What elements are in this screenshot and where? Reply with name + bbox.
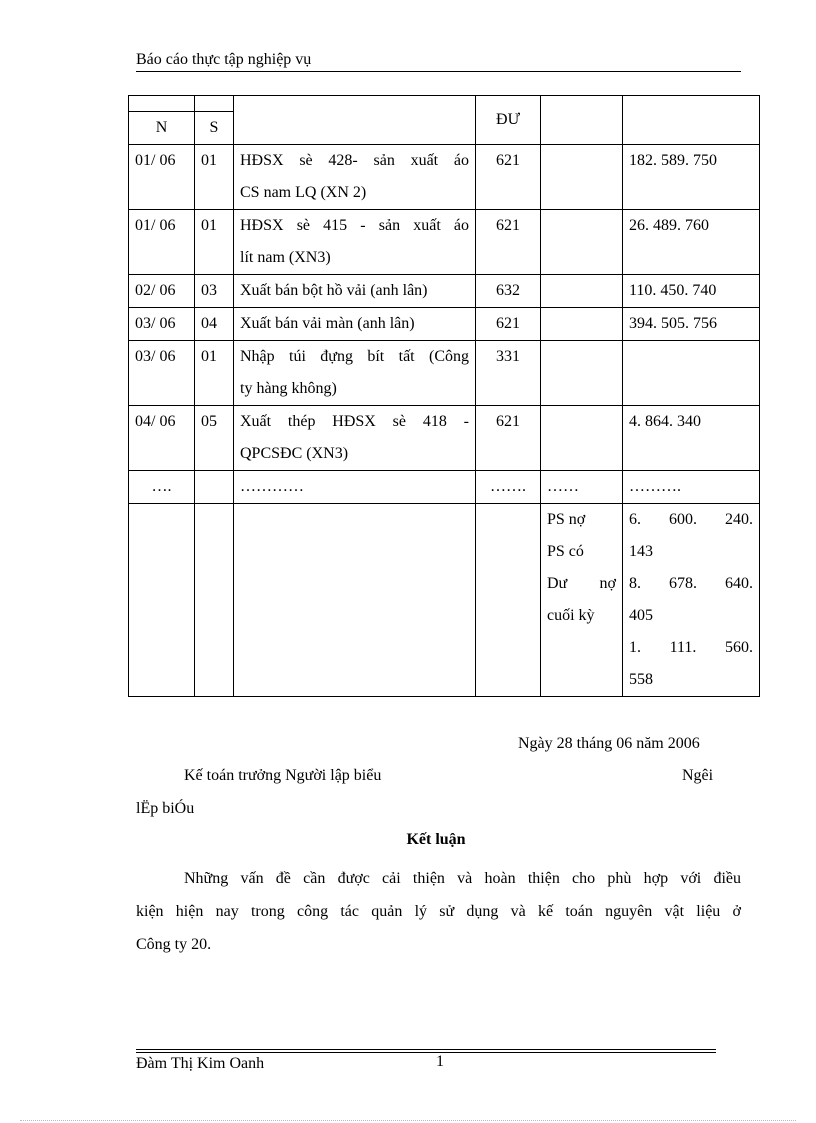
row-date: 02/ 06 [129, 275, 195, 308]
row-desc: Xuất bán vải màn (anh lân) [234, 308, 476, 341]
signoff-wrap: lËp biÓu [136, 800, 195, 817]
summary-labels [541, 504, 623, 697]
row-amount: 110. 450. 740 [623, 275, 760, 308]
row-empty [541, 210, 623, 275]
row-desc-line2: QPCSĐC (XN3) [240, 445, 349, 462]
table-header-row-top [129, 96, 760, 112]
table-row [129, 210, 760, 275]
row-empty [129, 504, 195, 697]
row-amount [623, 341, 760, 406]
footer-divider [136, 1049, 716, 1050]
page-bottom-border [20, 1120, 796, 1121]
row-amount: 26. 489. 760 [623, 210, 760, 275]
dots-amount: ………. [623, 471, 760, 504]
row-empty [541, 145, 623, 210]
row-desc-line1: Nhập túi đựng bít tất (Công [240, 348, 469, 365]
row-desc-line1: Xuất thép HĐSX sè 418 - [240, 413, 469, 430]
footer-author: Đàm Thị Kim Oanh [136, 1055, 265, 1072]
row-date: 01/ 06 [129, 210, 195, 275]
table-row [129, 308, 760, 341]
summary-amount-2b: 405 [629, 607, 653, 624]
row-desc-line2: CS nam LQ (XN 2) [240, 184, 367, 201]
table-row [129, 145, 760, 210]
row-empty [541, 341, 623, 406]
summary-label-ps-co: PS có [547, 543, 584, 560]
table-row [129, 406, 760, 471]
row-acct: 621 [476, 210, 541, 275]
header-s: S [195, 112, 234, 145]
table-row [129, 341, 760, 406]
summary-label-ps-no: PS nợ [547, 511, 586, 528]
summary-amount-3b: 558 [629, 671, 653, 688]
table-row-summary [129, 504, 760, 697]
ledger-table [128, 95, 760, 697]
conclusion-paragraph [136, 862, 741, 961]
conclusion-line-3: Công ty 20. [136, 936, 212, 953]
row-empty [234, 504, 476, 697]
dots-desc: ………… [234, 471, 476, 504]
row-desc-line2: lít nam (XN3) [240, 249, 331, 266]
row-no: 05 [195, 406, 234, 471]
row-amount: 182. 589. 750 [623, 145, 760, 210]
row-acct: 621 [476, 145, 541, 210]
row-desc [234, 341, 476, 406]
header-divider [136, 71, 741, 72]
dots-date: …. [129, 471, 195, 504]
row-desc: Xuất bán bột hồ vải (anh lân) [234, 275, 476, 308]
dots-acct: ……. [476, 471, 541, 504]
header-cell [234, 96, 476, 145]
row-acct: 621 [476, 406, 541, 471]
summary-amount-2a: 8. 678. 640. [629, 575, 753, 592]
row-no: 01 [195, 341, 234, 406]
row-acct: 632 [476, 275, 541, 308]
row-desc [234, 210, 476, 275]
summary-amounts [623, 504, 760, 697]
row-date: 01/ 06 [129, 145, 195, 210]
header-n: N [129, 112, 195, 145]
row-empty [541, 275, 623, 308]
conclusion-line-1-text: Những vấn đề cần được cải thiện và hoàn thiện cho phù hợp với điều [184, 870, 741, 887]
footer-page-number: 1 [436, 1053, 444, 1070]
row-amount: 4. 864. 340 [623, 406, 760, 471]
summary-label-du-no: Dư nợ [547, 575, 616, 592]
row-no: 01 [195, 210, 234, 275]
signoff-right: Ngêi [682, 767, 714, 784]
header-cell [541, 96, 623, 145]
summary-amount-1b: 143 [629, 543, 653, 560]
table-row [129, 275, 760, 308]
row-desc [234, 145, 476, 210]
header-du: ĐƯ [476, 96, 541, 145]
row-empty [476, 504, 541, 697]
signoff-date: Ngày 28 tháng 06 năm 2006 [518, 735, 700, 752]
header-cell [129, 96, 195, 112]
dots-label: …… [541, 471, 623, 504]
row-empty [541, 406, 623, 471]
conclusion-line-2: kiện hiện nay trong công tác quản lý sử dụng và kế toán nguyên vật liệu ở [136, 903, 741, 920]
conclusion-line-1 [136, 862, 741, 895]
row-date: 04/ 06 [129, 406, 195, 471]
summary-amount-1a: 6. 600. 240. [629, 511, 753, 528]
row-no: 01 [195, 145, 234, 210]
header-cell [195, 96, 234, 112]
summary-label-cuoi-ky: cuối kỳ [547, 607, 595, 624]
row-amount: 394. 505. 756 [623, 308, 760, 341]
page-header-title: Báo cáo thực tập nghiệp vụ [136, 51, 312, 68]
row-desc [234, 406, 476, 471]
footer-divider [136, 1052, 716, 1053]
summary-amount-3a: 1. 111. 560. [629, 639, 753, 656]
table-row-ellipsis [129, 471, 760, 504]
conclusion-title: Kết luận [406, 831, 466, 848]
row-empty [195, 504, 234, 697]
header-cell [623, 96, 760, 145]
row-date: 03/ 06 [129, 308, 195, 341]
row-desc-line1: HĐSX sè 428- sản xuất áo [240, 152, 469, 169]
row-acct: 621 [476, 308, 541, 341]
row-acct: 331 [476, 341, 541, 406]
row-desc-line2: ty hàng không) [240, 380, 337, 397]
row-no: 03 [195, 275, 234, 308]
row-desc-line1: HĐSX sè 415 - sản xuất áo [240, 217, 469, 234]
row-empty [195, 471, 234, 504]
signoff-roles: Kế toán trưởng Người lập biểu [184, 767, 382, 784]
row-no: 04 [195, 308, 234, 341]
row-empty [541, 308, 623, 341]
row-date: 03/ 06 [129, 341, 195, 406]
